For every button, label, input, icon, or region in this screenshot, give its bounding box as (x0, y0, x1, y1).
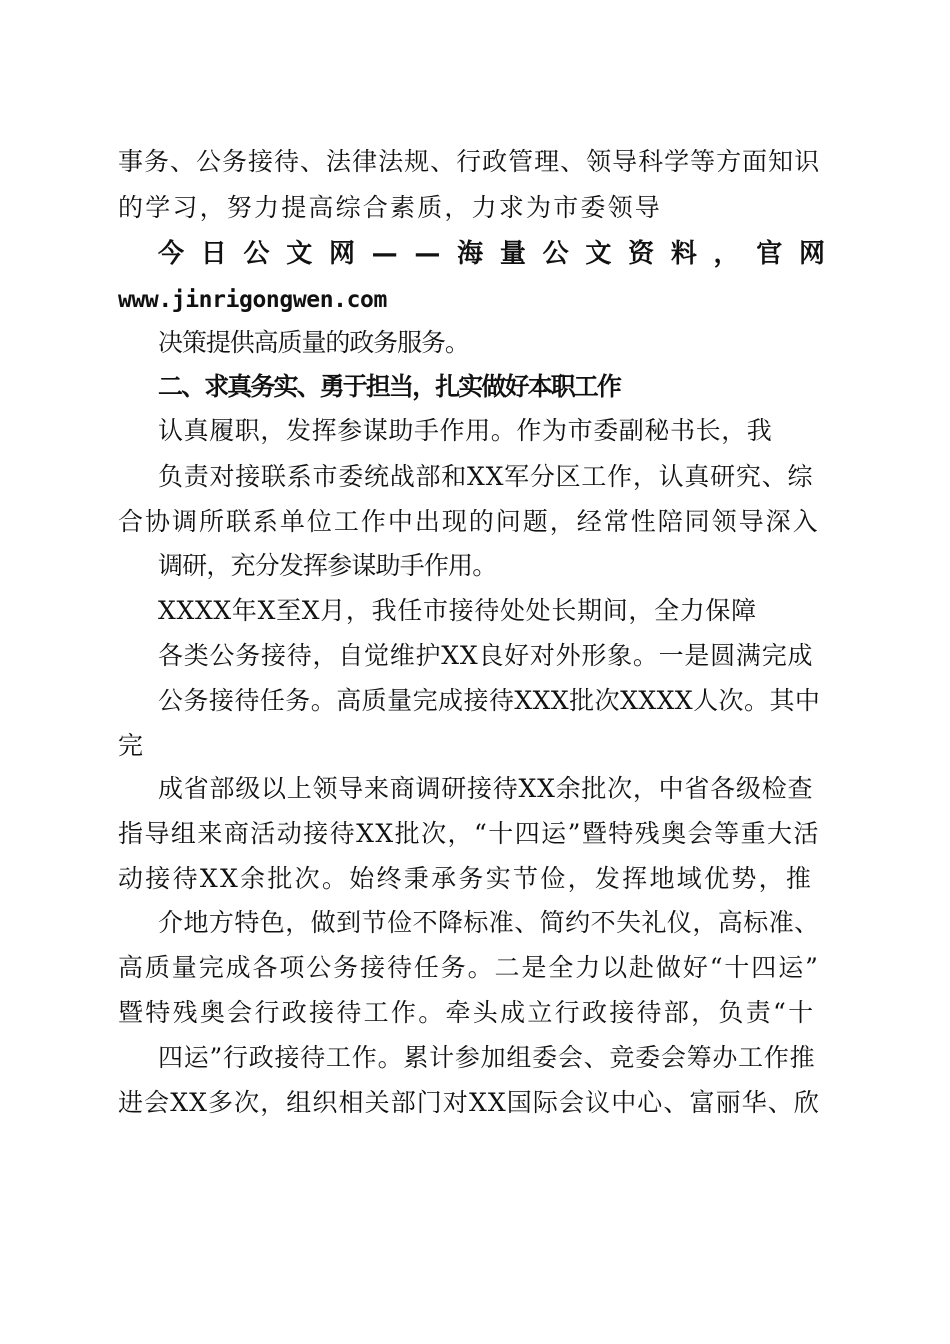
watermark-char: 今 (158, 239, 184, 269)
paragraph-line: 成省部级以上领导来商调研接待XX余批次，中省各级检查 (158, 774, 814, 803)
watermark-char: 网 (328, 239, 355, 269)
paragraph-line: 介地方特色，做到节俭不降标准、简约不失礼仪，高标准、 (158, 908, 820, 937)
watermark-char: — (371, 239, 398, 269)
watermark-char: 文 (585, 239, 612, 269)
watermark-char: ， (713, 239, 740, 269)
watermark-char: 公 (243, 239, 270, 269)
watermark-char: 官 (756, 239, 783, 269)
watermark-char: 料 (670, 239, 697, 269)
paragraph-line: 高质量完成各项公务接待任务。二是全力以赴做好“十四运” (118, 953, 820, 982)
watermark-char: 量 (499, 239, 526, 269)
paragraph-line: 暨特残奥会行政接待工作。牵头成立行政接待部，负责“十 (118, 998, 816, 1027)
paragraph-line: 事务、公务接待、法律法规、行政管理、领导科学等方面知识 (118, 147, 821, 176)
paragraph-line: 公务接待任务。高质量完成接待XXX批次XXXX人次。其中 (158, 686, 821, 715)
paragraph-line: 合协调所联系单位工作中出现的问题，经常性陪同领导深入 (118, 507, 820, 536)
watermark-char: 日 (200, 239, 227, 269)
watermark-char: 资 (628, 239, 655, 269)
paragraph-line: 动接待XX余批次。始终秉承务实节俭，发挥地域优势，推 (118, 864, 814, 893)
paragraph-line: 的学习，努力提高综合素质，力求为市委领导 (118, 193, 663, 222)
paragraph-line: 各类公务接待，自觉维护XX良好对外形象。一是圆满完成 (158, 641, 814, 670)
watermark-char: 公 (542, 239, 569, 269)
watermark-char: 海 (457, 239, 484, 269)
paragraph-line: XXXX年X至X月，我任市接待处处长期间，全力保障 (158, 596, 757, 625)
watermark-url: www.jinrigongwen.com (118, 287, 387, 313)
paragraph-line: 负责对接联系市委统战部和XX军分区工作，认真研究、综 (158, 462, 814, 491)
paragraph-line: 决策提供高质量的政务服务。 (158, 328, 469, 357)
paragraph-line: 四运”行政接待工作。累计参加组委会、竞委会筹办工作推 (158, 1043, 816, 1072)
watermark-char: 网 (799, 239, 825, 269)
paragraph-line: 调研，充分发挥参谋助手作用。 (158, 551, 497, 580)
watermark-ad (158, 237, 825, 271)
section-heading: 二、求真务实、勇于担当，扎实做好本职工作 (158, 372, 621, 401)
watermark-char: — (414, 239, 441, 269)
paragraph-line: 进会XX多次，组织相关部门对XX国际会议中心、富丽华、欣 (118, 1088, 820, 1117)
paragraph-line: 完 (118, 731, 138, 760)
watermark-char: 文 (286, 239, 313, 269)
paragraph-line: 指导组来商活动接待XX批次，“十四运”暨特残奥会等重大活 (118, 819, 820, 848)
paragraph-line: 认真履职，发挥参谋助手作用。作为市委副秘书长，我 (158, 416, 773, 445)
